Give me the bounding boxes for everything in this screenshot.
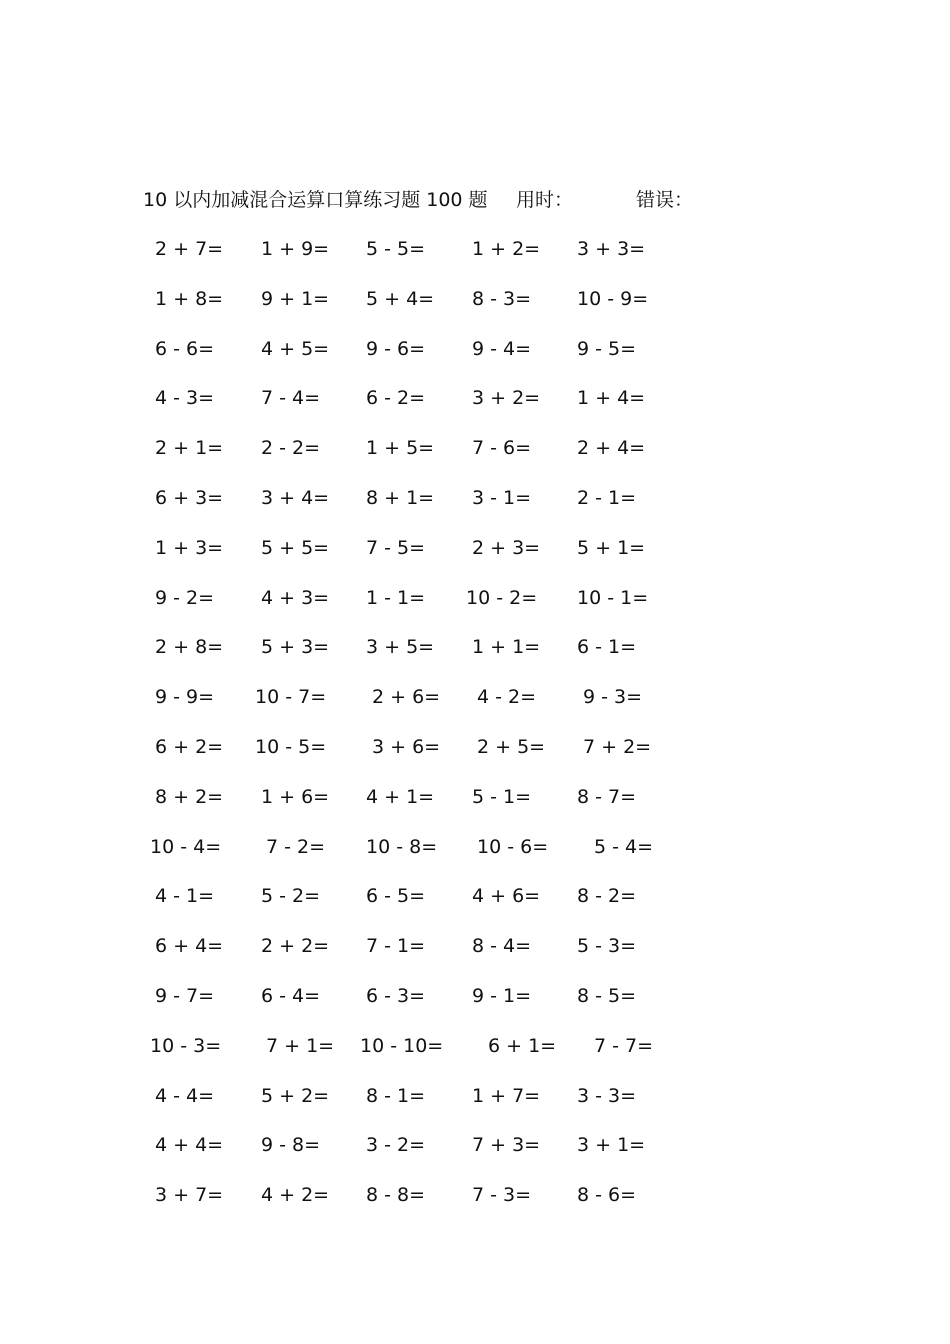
math-problem: 9 - 7= bbox=[155, 984, 215, 1007]
math-problem: 5 - 3= bbox=[577, 935, 637, 958]
math-problem: 7 + 3= bbox=[472, 1134, 541, 1157]
problem-row bbox=[0, 1182, 950, 1232]
problem-row bbox=[0, 485, 950, 535]
math-problem: 10 - 5= bbox=[255, 735, 327, 758]
math-problem: 1 + 2= bbox=[472, 238, 541, 260]
math-problem: 5 + 4= bbox=[366, 287, 435, 310]
math-problem: 5 - 4= bbox=[594, 835, 654, 858]
problem-row bbox=[0, 385, 950, 435]
math-problem: 8 - 6= bbox=[577, 1184, 637, 1207]
math-problem: 7 + 1= bbox=[266, 1034, 335, 1057]
math-problem: 3 - 1= bbox=[472, 486, 532, 509]
problem-row bbox=[0, 684, 950, 734]
math-problem: 1 + 1= bbox=[472, 636, 541, 659]
math-problem: 1 + 3= bbox=[155, 536, 224, 559]
math-problem: 5 + 3= bbox=[261, 636, 330, 659]
math-problem: 8 - 3= bbox=[472, 287, 532, 310]
math-problem: 9 - 5= bbox=[577, 337, 637, 360]
math-problem: 6 - 2= bbox=[366, 387, 426, 410]
math-problem: 4 + 4= bbox=[155, 1134, 224, 1157]
math-problem: 6 - 4= bbox=[261, 984, 321, 1007]
problem-row bbox=[0, 585, 950, 635]
problem-grid bbox=[0, 236, 950, 1226]
problem-row bbox=[0, 1132, 950, 1182]
math-problem: 3 + 4= bbox=[261, 486, 330, 509]
math-problem: 2 + 2= bbox=[261, 935, 330, 958]
math-problem: 6 - 5= bbox=[366, 885, 426, 908]
math-problem: 1 + 5= bbox=[366, 437, 435, 460]
math-problem: 9 - 1= bbox=[472, 984, 532, 1007]
math-problem: 5 + 5= bbox=[261, 536, 330, 559]
math-problem: 9 - 9= bbox=[155, 686, 215, 709]
math-problem: 5 - 5= bbox=[366, 238, 426, 260]
problem-row bbox=[0, 286, 950, 336]
math-problem: 2 + 5= bbox=[477, 735, 546, 758]
math-problem: 6 - 3= bbox=[366, 984, 426, 1007]
math-problem: 3 + 3= bbox=[577, 238, 646, 260]
math-problem: 10 - 9= bbox=[577, 287, 649, 310]
math-problem: 4 - 3= bbox=[155, 387, 215, 410]
math-problem: 8 + 2= bbox=[155, 785, 224, 808]
math-problem: 10 - 1= bbox=[577, 586, 649, 609]
problem-row bbox=[0, 634, 950, 684]
math-problem: 7 - 4= bbox=[261, 387, 321, 410]
problem-row bbox=[0, 336, 950, 386]
math-problem: 3 - 3= bbox=[577, 1084, 637, 1107]
math-problem: 7 + 2= bbox=[583, 735, 652, 758]
math-problem: 9 - 6= bbox=[366, 337, 426, 360]
problem-row bbox=[0, 535, 950, 585]
problem-row bbox=[0, 236, 950, 286]
math-problem: 2 + 8= bbox=[155, 636, 224, 659]
time-used-label: 用时： bbox=[516, 189, 574, 211]
math-problem: 7 - 2= bbox=[266, 835, 326, 858]
math-problem: 6 - 1= bbox=[577, 636, 637, 659]
math-problem: 10 - 6= bbox=[477, 835, 549, 858]
math-problem: 2 + 1= bbox=[155, 437, 224, 460]
math-problem: 7 - 6= bbox=[472, 437, 532, 460]
math-problem: 9 + 1= bbox=[261, 287, 330, 310]
math-problem: 3 + 6= bbox=[372, 735, 441, 758]
math-problem: 2 - 2= bbox=[261, 437, 321, 460]
problem-row bbox=[0, 834, 950, 884]
math-problem: 8 - 1= bbox=[366, 1084, 426, 1107]
math-problem: 4 + 5= bbox=[261, 337, 330, 360]
math-problem: 9 - 3= bbox=[583, 686, 643, 709]
math-problem: 1 + 6= bbox=[261, 785, 330, 808]
worksheet-title: 10 以内加减混合运算口算练习题 100 题 bbox=[143, 189, 488, 211]
error-count-label: 错误： bbox=[636, 189, 694, 211]
math-problem: 6 - 6= bbox=[155, 337, 215, 360]
math-problem: 4 - 1= bbox=[155, 885, 215, 908]
problem-row bbox=[0, 933, 950, 983]
math-problem: 9 - 8= bbox=[261, 1134, 321, 1157]
math-problem: 5 - 2= bbox=[261, 885, 321, 908]
problem-row bbox=[0, 435, 950, 485]
math-problem: 6 + 1= bbox=[488, 1034, 557, 1057]
math-problem: 8 + 1= bbox=[366, 486, 435, 509]
math-problem: 9 - 2= bbox=[155, 586, 215, 609]
math-problem: 2 - 1= bbox=[577, 486, 637, 509]
math-problem: 1 + 9= bbox=[261, 238, 330, 260]
math-problem: 4 + 6= bbox=[472, 885, 541, 908]
math-problem: 7 - 7= bbox=[594, 1034, 654, 1057]
math-problem: 8 - 5= bbox=[577, 984, 637, 1007]
problem-row bbox=[0, 1083, 950, 1133]
math-problem: 1 + 7= bbox=[472, 1084, 541, 1107]
math-problem: 5 + 1= bbox=[577, 536, 646, 559]
math-problem: 10 - 8= bbox=[366, 835, 438, 858]
math-problem: 9 - 4= bbox=[472, 337, 532, 360]
math-problem: 3 + 2= bbox=[472, 387, 541, 410]
math-problem: 10 - 3= bbox=[150, 1034, 222, 1057]
math-problem: 7 - 5= bbox=[366, 536, 426, 559]
math-problem: 4 + 1= bbox=[366, 785, 435, 808]
math-problem: 2 + 4= bbox=[577, 437, 646, 460]
math-problem: 5 + 2= bbox=[261, 1084, 330, 1107]
math-problem: 8 - 7= bbox=[577, 785, 637, 808]
problem-row bbox=[0, 1033, 950, 1083]
math-problem: 5 - 1= bbox=[472, 785, 532, 808]
math-problem: 8 - 4= bbox=[472, 935, 532, 958]
math-problem: 3 - 2= bbox=[366, 1134, 426, 1157]
math-problem: 6 + 2= bbox=[155, 735, 224, 758]
math-problem: 3 + 7= bbox=[155, 1184, 224, 1207]
math-problem: 10 - 4= bbox=[150, 835, 222, 858]
math-problem: 7 - 1= bbox=[366, 935, 426, 958]
math-problem: 1 + 4= bbox=[577, 387, 646, 410]
worksheet-header bbox=[0, 186, 950, 214]
math-problem: 2 + 6= bbox=[372, 686, 441, 709]
math-problem: 2 + 7= bbox=[155, 238, 224, 260]
math-problem: 2 + 3= bbox=[472, 536, 541, 559]
math-problem: 6 + 3= bbox=[155, 486, 224, 509]
math-problem: 3 + 1= bbox=[577, 1134, 646, 1157]
math-problem: 1 - 1= bbox=[366, 586, 426, 609]
problem-row bbox=[0, 784, 950, 834]
problem-row bbox=[0, 883, 950, 933]
math-problem: 10 - 7= bbox=[255, 686, 327, 709]
math-problem: 3 + 5= bbox=[366, 636, 435, 659]
math-problem: 4 + 3= bbox=[261, 586, 330, 609]
math-problem: 7 - 3= bbox=[472, 1184, 532, 1207]
math-problem: 1 + 8= bbox=[155, 287, 224, 310]
problem-row bbox=[0, 734, 950, 784]
problem-row bbox=[0, 983, 950, 1033]
math-problem: 8 - 8= bbox=[366, 1184, 426, 1207]
math-problem: 8 - 2= bbox=[577, 885, 637, 908]
math-problem: 4 - 2= bbox=[477, 686, 537, 709]
math-problem: 4 + 2= bbox=[261, 1184, 330, 1207]
math-problem: 10 - 10= bbox=[360, 1034, 444, 1057]
math-problem: 10 - 2= bbox=[466, 586, 538, 609]
math-problem: 4 - 4= bbox=[155, 1084, 215, 1107]
math-problem: 6 + 4= bbox=[155, 935, 224, 958]
